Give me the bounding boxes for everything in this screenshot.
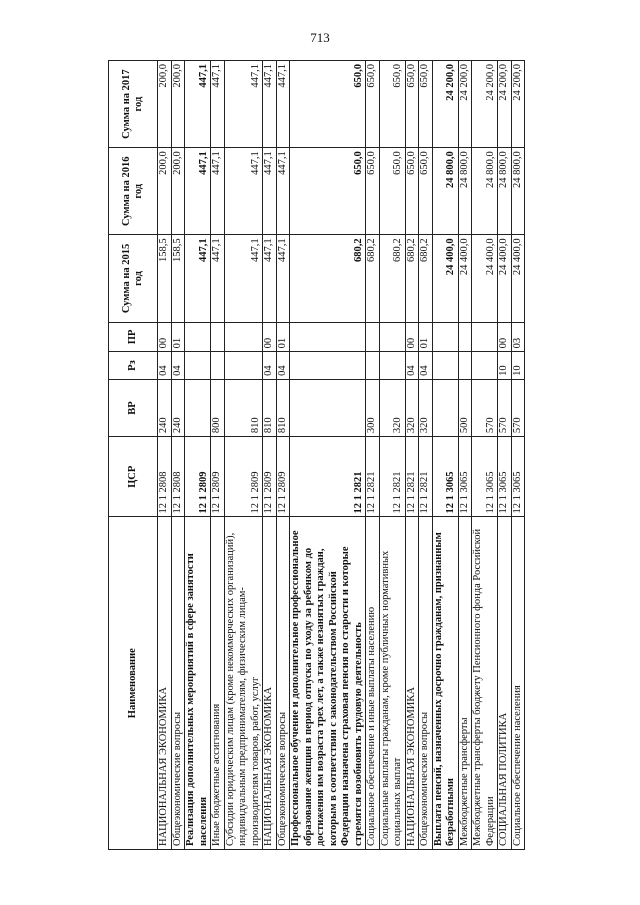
cell-vr (290, 379, 366, 436)
cell-sum-2015: 447,1 (211, 235, 225, 322)
cell-name: Социальные выплаты гражданам, кроме публичных нормативных социальных выплат (379, 517, 405, 850)
cell-sum-2017: 24 200,0 (498, 61, 512, 148)
header-sum-2017: Сумма на 2017 год (109, 61, 158, 148)
cell-pr (290, 322, 366, 352)
cell-name: Субсидии юридическим лицам (кроме некоммерческих организаций), индивидуальным предпринимателям, физическим лицам-производителям товаров, работ, услуг (224, 517, 263, 850)
cell-rz (379, 352, 405, 380)
cell-sum-2015: 680,2 (290, 235, 366, 322)
cell-vr: 320 (379, 379, 405, 436)
cell-csr: 12 1 3065 (511, 437, 525, 517)
cell-csr: 12 1 2809 (224, 437, 263, 517)
cell-vr: 500 (458, 379, 472, 436)
cell-vr: 320 (405, 379, 419, 436)
cell-sum-2017: 447,1 (263, 61, 277, 148)
cell-pr: 00 (263, 322, 277, 352)
cell-sum-2016: 447,1 (276, 148, 290, 235)
cell-sum-2017: 447,1 (185, 61, 211, 148)
cell-pr: 00 (158, 322, 172, 352)
cell-vr: 810 (263, 379, 277, 436)
cell-sum-2016: 24 800,0 (498, 148, 512, 235)
cell-name: Общеэкономические вопросы (171, 517, 185, 850)
cell-vr: 240 (158, 379, 172, 436)
cell-sum-2015: 24 400,0 (511, 235, 525, 322)
cell-csr: 12 1 2809 (276, 437, 290, 517)
cell-pr (432, 322, 458, 352)
cell-sum-2016: 447,1 (211, 148, 225, 235)
table-row (185, 61, 211, 850)
cell-rz (290, 352, 366, 380)
cell-sum-2017: 24 200,0 (458, 61, 472, 148)
cell-vr: 240 (171, 379, 185, 436)
cell-name: Межбюджетные трансферты (458, 517, 472, 850)
cell-rz: 04 (158, 352, 172, 380)
cell-sum-2015: 680,2 (379, 235, 405, 322)
cell-sum-2015: 158,5 (158, 235, 172, 322)
cell-rz: 04 (276, 352, 290, 380)
cell-csr: 12 1 2809 (185, 437, 211, 517)
table-row (366, 61, 380, 850)
cell-sum-2017: 24 200,0 (472, 61, 498, 148)
cell-vr: 570 (511, 379, 525, 436)
table-row (276, 61, 290, 850)
cell-rz (432, 352, 458, 380)
cell-pr (366, 322, 380, 352)
table-row (158, 61, 172, 850)
cell-sum-2016: 650,0 (379, 148, 405, 235)
cell-pr (185, 322, 211, 352)
budget-table (108, 60, 525, 850)
header-rz: Рз (109, 352, 158, 380)
cell-sum-2015: 447,1 (276, 235, 290, 322)
cell-rz (211, 352, 225, 380)
cell-vr (185, 379, 211, 436)
header-csr: ЦСР (109, 437, 158, 517)
cell-name: НАЦИОНАЛЬНАЯ ЭКОНОМИКА (405, 517, 419, 850)
cell-sum-2015: 24 400,0 (498, 235, 512, 322)
cell-csr: 12 1 2821 (366, 437, 380, 517)
cell-sum-2017: 24 200,0 (432, 61, 458, 148)
cell-pr: 01 (171, 322, 185, 352)
cell-sum-2015: 24 400,0 (458, 235, 472, 322)
header-sum-2015: Сумма на 2015 год (109, 235, 158, 322)
table-row (263, 61, 277, 850)
cell-sum-2016: 447,1 (224, 148, 263, 235)
cell-sum-2015: 680,2 (419, 235, 433, 322)
table-row (379, 61, 405, 850)
cell-pr: 01 (276, 322, 290, 352)
cell-rz: 10 (511, 352, 525, 380)
cell-sum-2016: 24 800,0 (511, 148, 525, 235)
cell-csr: 12 1 2821 (290, 437, 366, 517)
table-row (472, 61, 498, 850)
cell-vr: 810 (276, 379, 290, 436)
cell-sum-2015: 24 400,0 (472, 235, 498, 322)
cell-sum-2016: 200,0 (171, 148, 185, 235)
cell-rz: 10 (498, 352, 512, 380)
table-row (498, 61, 512, 850)
table-body (158, 61, 525, 850)
cell-sum-2017: 650,0 (419, 61, 433, 148)
table-header-row (109, 61, 158, 850)
cell-name: Иные бюджетные ассигнования (211, 517, 225, 850)
table-row (171, 61, 185, 850)
rotated-table-wrapper (108, 60, 563, 850)
cell-sum-2016: 447,1 (263, 148, 277, 235)
cell-pr (211, 322, 225, 352)
cell-pr (472, 322, 498, 352)
cell-vr: 300 (366, 379, 380, 436)
cell-sum-2017: 447,1 (224, 61, 263, 148)
cell-sum-2016: 24 800,0 (432, 148, 458, 235)
cell-sum-2015: 447,1 (224, 235, 263, 322)
cell-sum-2016: 650,0 (366, 148, 380, 235)
cell-sum-2015: 158,5 (171, 235, 185, 322)
cell-csr: 12 1 2809 (211, 437, 225, 517)
header-name: Наименование (109, 517, 158, 850)
header-vr: ВР (109, 379, 158, 436)
cell-vr (432, 379, 458, 436)
cell-csr: 12 1 2808 (171, 437, 185, 517)
table-row (211, 61, 225, 850)
cell-csr: 12 1 2808 (158, 437, 172, 517)
header-sum-2016: Сумма на 2016 год (109, 148, 158, 235)
header-pr: ПР (109, 322, 158, 352)
cell-rz (472, 352, 498, 380)
cell-name: Общеэкономические вопросы (419, 517, 433, 850)
cell-name: НАЦИОНАЛЬНАЯ ЭКОНОМИКА (263, 517, 277, 850)
cell-vr: 320 (419, 379, 433, 436)
cell-rz (366, 352, 380, 380)
cell-sum-2017: 650,0 (405, 61, 419, 148)
cell-name: Профессиональное обучение и дополнительное профессиональное образование женщин в период отпуска по уходу за ребенком до достижения им возраста трех лет, а также незанятых граждан, которым в соответствии с законодательством Российской Федерации назначена страховая пенсия по старости и которые стремятся возобновить трудовую деятельность (290, 517, 366, 850)
cell-vr: 810 (224, 379, 263, 436)
cell-pr: 00 (405, 322, 419, 352)
cell-sum-2016: 447,1 (185, 148, 211, 235)
cell-sum-2015: 680,2 (366, 235, 380, 322)
cell-csr: 12 1 2821 (379, 437, 405, 517)
cell-sum-2015: 447,1 (263, 235, 277, 322)
cell-csr: 12 1 3065 (472, 437, 498, 517)
cell-csr: 12 1 3065 (498, 437, 512, 517)
cell-rz: 04 (419, 352, 433, 380)
page-number: 713 (310, 30, 330, 45)
cell-csr: 12 1 2821 (405, 437, 419, 517)
cell-pr (224, 322, 263, 352)
cell-rz: 04 (405, 352, 419, 380)
cell-sum-2016: 650,0 (419, 148, 433, 235)
cell-vr: 570 (472, 379, 498, 436)
cell-csr: 12 1 3065 (432, 437, 458, 517)
cell-name: Выплата пенсий, назначенных досрочно гражданам, признанным безработными (432, 517, 458, 850)
table-row (432, 61, 458, 850)
cell-sum-2016: 24 800,0 (472, 148, 498, 235)
cell-vr: 570 (498, 379, 512, 436)
cell-sum-2017: 447,1 (211, 61, 225, 148)
cell-sum-2015: 447,1 (185, 235, 211, 322)
cell-pr: 03 (511, 322, 525, 352)
cell-rz (224, 352, 263, 380)
cell-sum-2016: 24 800,0 (458, 148, 472, 235)
cell-sum-2017: 24 200,0 (511, 61, 525, 148)
cell-rz (458, 352, 472, 380)
cell-pr (458, 322, 472, 352)
cell-pr: 00 (498, 322, 512, 352)
cell-name: НАЦИОНАЛЬНАЯ ЭКОНОМИКА (158, 517, 172, 850)
table-row (419, 61, 433, 850)
cell-csr: 12 1 2809 (263, 437, 277, 517)
cell-rz: 04 (171, 352, 185, 380)
cell-sum-2015: 24 400,0 (432, 235, 458, 322)
cell-name: Межбюджетные трансферты бюджету Пенсионного фонда Российской Федерации (472, 517, 498, 850)
cell-sum-2017: 650,0 (290, 61, 366, 148)
cell-sum-2016: 650,0 (290, 148, 366, 235)
cell-pr: 01 (419, 322, 433, 352)
cell-name: Реализация дополнительных мероприятий в сфере занятости населения (185, 517, 211, 850)
cell-name: Общеэкономические вопросы (276, 517, 290, 850)
cell-rz: 04 (263, 352, 277, 380)
cell-csr: 12 1 3065 (458, 437, 472, 517)
cell-rz (185, 352, 211, 380)
cell-sum-2016: 650,0 (405, 148, 419, 235)
cell-name: Социальное обеспечение населения (511, 517, 525, 850)
cell-sum-2017: 650,0 (379, 61, 405, 148)
cell-csr: 12 1 2821 (419, 437, 433, 517)
cell-name: Социальное обеспечение и иные выплаты населению (366, 517, 380, 850)
cell-sum-2016: 200,0 (158, 148, 172, 235)
cell-name: СОЦИАЛЬНАЯ ПОЛИТИКА (498, 517, 512, 850)
cell-sum-2017: 200,0 (171, 61, 185, 148)
table-row (458, 61, 472, 850)
table-row (405, 61, 419, 850)
cell-sum-2017: 200,0 (158, 61, 172, 148)
cell-sum-2015: 680,2 (405, 235, 419, 322)
table-row (290, 61, 366, 850)
cell-sum-2017: 650,0 (366, 61, 380, 148)
table-row (224, 61, 263, 850)
table-row (511, 61, 525, 850)
cell-pr (379, 322, 405, 352)
cell-sum-2017: 447,1 (276, 61, 290, 148)
cell-vr: 800 (211, 379, 225, 436)
